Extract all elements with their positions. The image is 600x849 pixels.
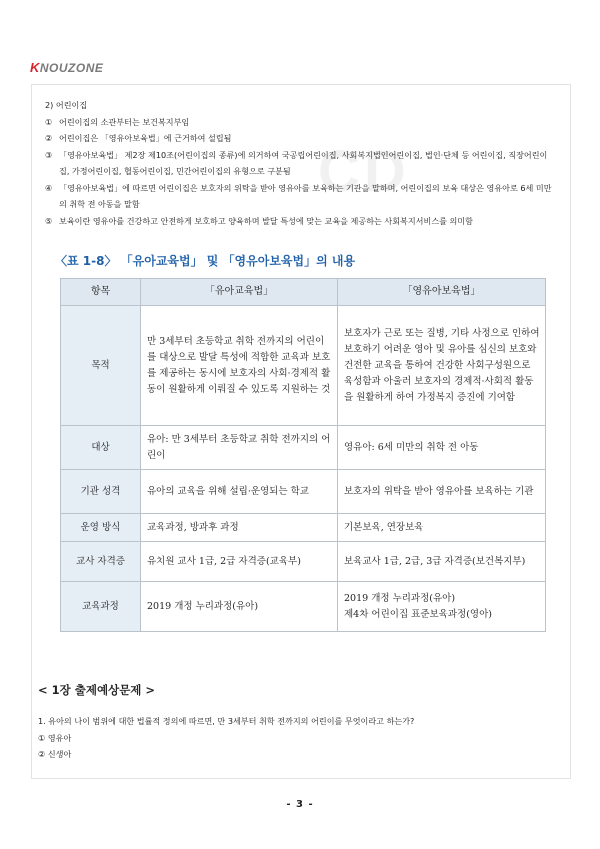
cell-kindergarten: 교육과정, 방과후 과정 [141,514,338,542]
question-text: 1. 유아의 나이 범위에 대한 법률적 정의에 따르면, 만 3세부터 취학 전까지의 어린이를 무엇이라고 하는가? [38,716,415,726]
row-label: 교육과정 [61,582,141,632]
answer-option: ① 영유아 [38,732,72,743]
cell-kindergarten: 유아: 만 3세부터 초등학교 취학 전까지의 어린이 [141,426,338,470]
cell-childcare: 보호자의 위탁을 받아 영유아를 보육하는 기관 [338,470,546,514]
header-item: 항목 [61,279,141,306]
intro-item: ① 어린이집의 소관부터는 보건복지부임 [45,116,190,127]
table-caption: 「유아교육법」 및 「영유아보육법」의 내용 [120,254,356,268]
row-label: 교사 자격증 [61,542,141,582]
answer-option: ② 신생아 [38,749,72,759]
header-kindergarten-law: 「유아교육법」 [141,279,338,306]
cell-childcare: 영유아: 6세 미만의 취학 전 아동 [338,426,546,470]
comparison-table [60,278,546,632]
cell-childcare [338,582,546,632]
row-label: 대상 [61,426,141,470]
cell-kindergarten: 유치원 교사 1급, 2급 자격증(교육부) [141,542,338,582]
page-number: - 3 - [286,799,314,810]
intro-item: ⑤ 보육이란 영유아를 건강하고 안전하게 보호하고 양육하며 발달 특성에 맞는 교육을 제공하는 사회복지서비스를 의미함 [45,215,473,226]
cell-kindergarten: 유아의 교육을 위해 설립·운영되는 학교 [141,470,338,514]
header-childcare-law: 「영유아보육법」 [338,279,546,306]
cell-childcare: 보호자가 근로 또는 질병, 기타 사정으로 인하여 보호하기 어려운 영아 및 유아를 심신의 보호와 건전한 교육을 통하여 건강한 사회구성원으로 육성함과 아울러 보호자의 경제적·사회적 활동을 원활하게 하여 가정복지 증진에 기여함 [338,306,546,426]
table-number: 〈표 1-8〉 [55,254,117,268]
table-row [61,542,546,582]
table-row [61,306,546,426]
cell-childcare: 보육교사 1급, 2급, 3급 자격증(보건복지부) [338,542,546,582]
row-label: 운영 방식 [61,514,141,542]
intro-item: ③ 「영유아보육법」 제2장 제10조(어린이집의 종류)에 의거하여 국공립어린이집, 사회복지법인어린이집, 법인·단체 등 어린이집, 직장어린이집, 가정어린이집, 협동어린이집, 민간어린이집의 유형으로 구분됨 [45,149,548,176]
row-label: 기관 성격 [61,470,141,514]
table-row [61,470,546,514]
cell-childcare: 기본보육, 연장보육 [338,514,546,542]
table-row [61,514,546,542]
intro-heading: 2) 어린이집 [45,100,88,110]
section-title: < 1장 출제예상문제 > [38,683,156,697]
table-header-row [61,279,546,306]
table-row [61,426,546,470]
intro-item: ④ 「영유아보육법」에 따르면 어린이집은 보호자의 위탁을 받아 영유아를 보육하는 기관을 말하며, 어린이집의 보육 대상은 영유아로 6세 미만의 취학 전 아동을 말함 [45,182,552,209]
watermark: CD [318,139,410,204]
table-row [61,582,546,632]
table-title [55,252,355,269]
cell-kindergarten: 2019 개정 누리과정(유아) [141,582,338,632]
knouzone-logo: KNOUZONE [30,60,104,75]
intro-item: ② 어린이집은 「영유아보육법」에 근거하여 설립됨 [45,133,232,143]
intro-section [45,97,555,229]
row-label: 목적 [61,306,141,426]
quiz-question-block [38,713,568,763]
curriculum-line: 2019 개정 누리과정(유아) [344,592,456,604]
cell-kindergarten: 만 3세부터 초등학교 취학 전까지의 어린이를 대상으로 발달 특성에 적합한 교육과 보호를 제공하는 동시에 보호자의 사회·경제적 활동이 원활하게 이뤄질 수 있도록 지원하는 것 [141,306,338,426]
curriculum-line: 제4차 어린이집 표준보육과정(영아) [344,608,492,620]
